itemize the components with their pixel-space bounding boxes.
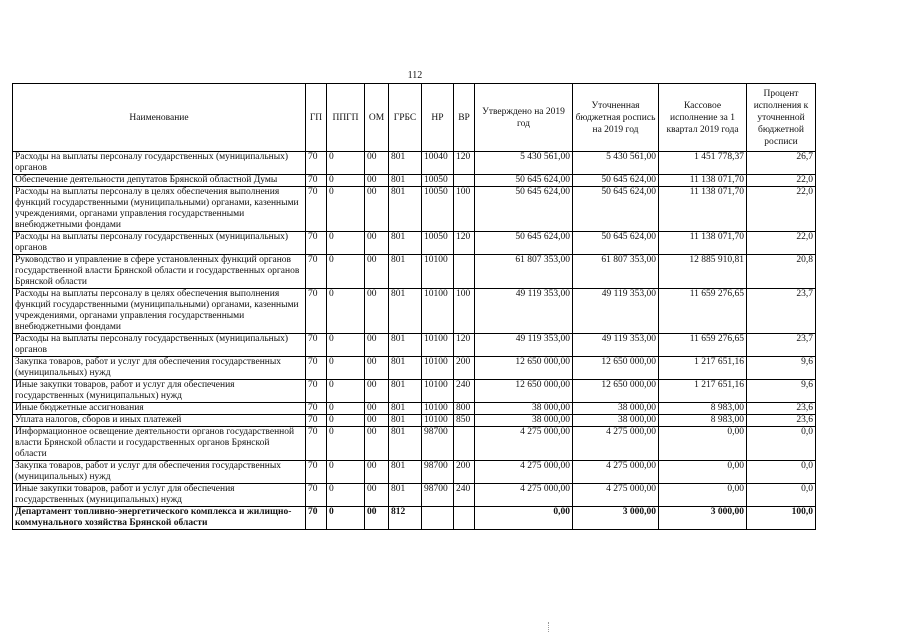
cell-percent: 100,0 [747,507,816,530]
cell-name: Расходы на выплаты персоналу государственных (муниципальных) органов [13,334,306,357]
table-body [13,152,816,530]
header-vr: ВР [454,84,475,152]
cell-percent: 23,6 [747,403,816,415]
cell-nr: 10040 [422,152,454,175]
cell-refined: 50 645 624,00 [573,232,659,255]
cell-percent: 23,7 [747,334,816,357]
cell-approved: 38 000,00 [475,415,573,427]
cell-approved: 4 275 000,00 [475,484,573,507]
cell-gp: 70 [306,461,327,484]
scan-mark [548,622,550,632]
cell-cash: 8 983,00 [659,415,747,427]
header-ppgp: ППГП [327,84,365,152]
cell-grbs: 801 [389,461,422,484]
cell-ppgp: 0 [327,507,365,530]
cell-grbs: 801 [389,232,422,255]
cell-ppgp: 0 [327,175,365,187]
table-row [13,152,816,175]
cell-approved: 49 119 353,00 [475,334,573,357]
cell-grbs: 801 [389,403,422,415]
header-row [13,84,816,152]
cell-vr: 240 [454,380,475,403]
cell-grbs: 801 [389,152,422,175]
cell-gp: 70 [306,289,327,334]
cell-name: Руководство и управление в сфере установленных функций органов государственной власти Брянской области и государственных органов Брянской области [13,255,306,289]
cell-grbs: 801 [389,427,422,461]
cell-gp: 70 [306,403,327,415]
cell-vr: 100 [454,187,475,232]
cell-nr [422,507,454,530]
cell-gp: 70 [306,380,327,403]
cell-ppgp: 0 [327,461,365,484]
table-row [13,255,816,289]
cell-vr [454,175,475,187]
cell-ppgp: 0 [327,187,365,232]
cell-om: 00 [365,461,389,484]
cell-cash: 8 983,00 [659,403,747,415]
header-approved: Утверждено на 2019 год [475,84,573,152]
cell-approved: 0,00 [475,507,573,530]
cell-name: Иные закупки товаров, работ и услуг для обеспечения государственных (муниципальных) нужд [13,380,306,403]
header-refined: Уточненная бюджетная роспись на 2019 год [573,84,659,152]
cell-cash: 11 138 071,70 [659,187,747,232]
cell-refined: 49 119 353,00 [573,289,659,334]
cell-approved: 50 645 624,00 [475,187,573,232]
cell-percent: 23,6 [747,415,816,427]
cell-nr: 10050 [422,232,454,255]
budget-execution-table [12,83,816,530]
cell-gp: 70 [306,152,327,175]
cell-om: 00 [365,334,389,357]
cell-approved: 12 650 000,00 [475,380,573,403]
cell-cash: 11 659 276,65 [659,334,747,357]
cell-cash: 0,00 [659,484,747,507]
cell-approved: 38 000,00 [475,403,573,415]
cell-name: Иные закупки товаров, работ и услуг для обеспечения государственных (муниципальных) нужд [13,484,306,507]
cell-name: Уплата налогов, сборов и иных платежей [13,415,306,427]
cell-percent: 9,6 [747,357,816,380]
cell-vr: 200 [454,357,475,380]
cell-percent: 22,0 [747,232,816,255]
cell-om: 00 [365,289,389,334]
cell-nr: 10100 [422,289,454,334]
cell-vr: 120 [454,334,475,357]
cell-gp: 70 [306,175,327,187]
header-cash: Кассовое исполнение за 1 квартал 2019 года [659,84,747,152]
cell-gp: 70 [306,507,327,530]
table-row [13,357,816,380]
cell-percent: 22,0 [747,187,816,232]
cell-refined: 49 119 353,00 [573,334,659,357]
cell-percent: 9,6 [747,380,816,403]
table-row [13,484,816,507]
cell-vr: 100 [454,289,475,334]
page-number: 112 [407,70,423,81]
table-row [13,403,816,415]
cell-percent: 26,7 [747,152,816,175]
cell-cash: 1 451 778,37 [659,152,747,175]
cell-refined: 38 000,00 [573,415,659,427]
cell-percent: 0,0 [747,461,816,484]
cell-cash: 1 217 651,16 [659,380,747,403]
cell-name: Расходы на выплаты персоналу в целях обеспечения выполнения функций государственными (муниципальными) органами, казенными учреждениями, органами управления государственными внебюджетными фондами [13,187,306,232]
cell-vr [454,507,475,530]
cell-gp: 70 [306,427,327,461]
cell-vr [454,427,475,461]
cell-nr: 10100 [422,357,454,380]
cell-grbs: 812 [389,507,422,530]
cell-cash: 0,00 [659,427,747,461]
cell-om: 00 [365,357,389,380]
header-om: ОМ [365,84,389,152]
cell-name: Информационное освещение деятельности органов государственной власти Брянской области и государственных органов Брянской области [13,427,306,461]
cell-cash: 11 138 071,70 [659,175,747,187]
cell-cash: 1 217 651,16 [659,357,747,380]
cell-refined: 4 275 000,00 [573,427,659,461]
cell-om: 00 [365,427,389,461]
cell-nr: 98700 [422,461,454,484]
table-row [13,380,816,403]
cell-ppgp: 0 [327,484,365,507]
cell-grbs: 801 [389,187,422,232]
cell-approved: 49 119 353,00 [475,289,573,334]
cell-name: Департамент топливно-энергетического комплекса и жилищно-коммунального хозяйства Брянской области [13,507,306,530]
cell-vr: 200 [454,461,475,484]
cell-approved: 50 645 624,00 [475,175,573,187]
cell-vr: 240 [454,484,475,507]
cell-om: 00 [365,175,389,187]
cell-cash: 11 138 071,70 [659,232,747,255]
cell-ppgp: 0 [327,255,365,289]
cell-cash: 12 885 910,81 [659,255,747,289]
cell-gp: 70 [306,334,327,357]
cell-name: Закупка товаров, работ и услуг для обеспечения государственных (муниципальных) нужд [13,461,306,484]
header-grbs: ГРБС [389,84,422,152]
cell-refined: 38 000,00 [573,403,659,415]
cell-percent: 20,8 [747,255,816,289]
cell-gp: 70 [306,484,327,507]
cell-nr: 10100 [422,403,454,415]
cell-vr: 120 [454,232,475,255]
cell-percent: 22,0 [747,175,816,187]
cell-om: 00 [365,187,389,232]
cell-grbs: 801 [389,334,422,357]
cell-refined: 3 000,00 [573,507,659,530]
cell-om: 00 [365,484,389,507]
cell-refined: 50 645 624,00 [573,187,659,232]
cell-approved: 50 645 624,00 [475,232,573,255]
cell-approved: 61 807 353,00 [475,255,573,289]
cell-name: Закупка товаров, работ и услуг для обеспечения государственных (муниципальных) нужд [13,357,306,380]
cell-nr: 10100 [422,380,454,403]
cell-grbs: 801 [389,415,422,427]
cell-om: 00 [365,415,389,427]
cell-om: 00 [365,232,389,255]
cell-grbs: 801 [389,175,422,187]
cell-refined: 5 430 561,00 [573,152,659,175]
cell-ppgp: 0 [327,380,365,403]
cell-om: 00 [365,507,389,530]
header-gp: ГП [306,84,327,152]
table-row [13,507,816,530]
cell-ppgp: 0 [327,232,365,255]
cell-nr: 10100 [422,334,454,357]
header-percent: Процент исполнения к уточненной бюджетной росписи [747,84,816,152]
cell-percent: 23,7 [747,289,816,334]
cell-om: 00 [365,255,389,289]
cell-ppgp: 0 [327,427,365,461]
cell-vr: 800 [454,403,475,415]
cell-gp: 70 [306,187,327,232]
cell-refined: 4 275 000,00 [573,484,659,507]
cell-ppgp: 0 [327,403,365,415]
cell-vr: 120 [454,152,475,175]
cell-gp: 70 [306,357,327,380]
cell-gp: 70 [306,415,327,427]
header-name: Наименование [13,84,306,152]
table-header [13,84,816,152]
cell-refined: 12 650 000,00 [573,380,659,403]
cell-grbs: 801 [389,289,422,334]
cell-ppgp: 0 [327,357,365,380]
cell-nr: 10050 [422,187,454,232]
table-row [13,334,816,357]
cell-cash: 11 659 276,65 [659,289,747,334]
cell-refined: 50 645 624,00 [573,175,659,187]
cell-name: Иные бюджетные ассигнования [13,403,306,415]
cell-approved: 5 430 561,00 [475,152,573,175]
cell-nr: 10100 [422,255,454,289]
cell-refined: 12 650 000,00 [573,357,659,380]
cell-nr: 10050 [422,175,454,187]
table-row [13,415,816,427]
cell-nr: 98700 [422,427,454,461]
cell-grbs: 801 [389,357,422,380]
table-row [13,175,816,187]
cell-name: Расходы на выплаты персоналу государственных (муниципальных) органов [13,152,306,175]
cell-gp: 70 [306,232,327,255]
table-row [13,232,816,255]
cell-om: 00 [365,152,389,175]
cell-grbs: 801 [389,255,422,289]
cell-vr: 850 [454,415,475,427]
cell-nr: 98700 [422,484,454,507]
cell-name: Расходы на выплаты персоналу государственных (муниципальных) органов [13,232,306,255]
cell-approved: 4 275 000,00 [475,461,573,484]
cell-cash: 3 000,00 [659,507,747,530]
cell-name: Расходы на выплаты персоналу в целях обеспечения выполнения функций государственными (муниципальными) органами, казенными учреждениями, органами управления государственными внебюджетными фондами [13,289,306,334]
table-row [13,187,816,232]
header-nr: НР [422,84,454,152]
table-row [13,461,816,484]
cell-cash: 0,00 [659,461,747,484]
cell-ppgp: 0 [327,152,365,175]
cell-grbs: 801 [389,380,422,403]
cell-percent: 0,0 [747,427,816,461]
table-row [13,427,816,461]
cell-refined: 4 275 000,00 [573,461,659,484]
cell-percent: 0,0 [747,484,816,507]
cell-vr [454,255,475,289]
table-row [13,289,816,334]
cell-ppgp: 0 [327,415,365,427]
cell-grbs: 801 [389,484,422,507]
cell-om: 00 [365,380,389,403]
cell-om: 00 [365,403,389,415]
cell-refined: 61 807 353,00 [573,255,659,289]
cell-approved: 12 650 000,00 [475,357,573,380]
cell-ppgp: 0 [327,289,365,334]
cell-name: Обеспечение деятельности депутатов Брянской областной Думы [13,175,306,187]
cell-ppgp: 0 [327,334,365,357]
cell-nr: 10100 [422,415,454,427]
cell-gp: 70 [306,255,327,289]
cell-approved: 4 275 000,00 [475,427,573,461]
